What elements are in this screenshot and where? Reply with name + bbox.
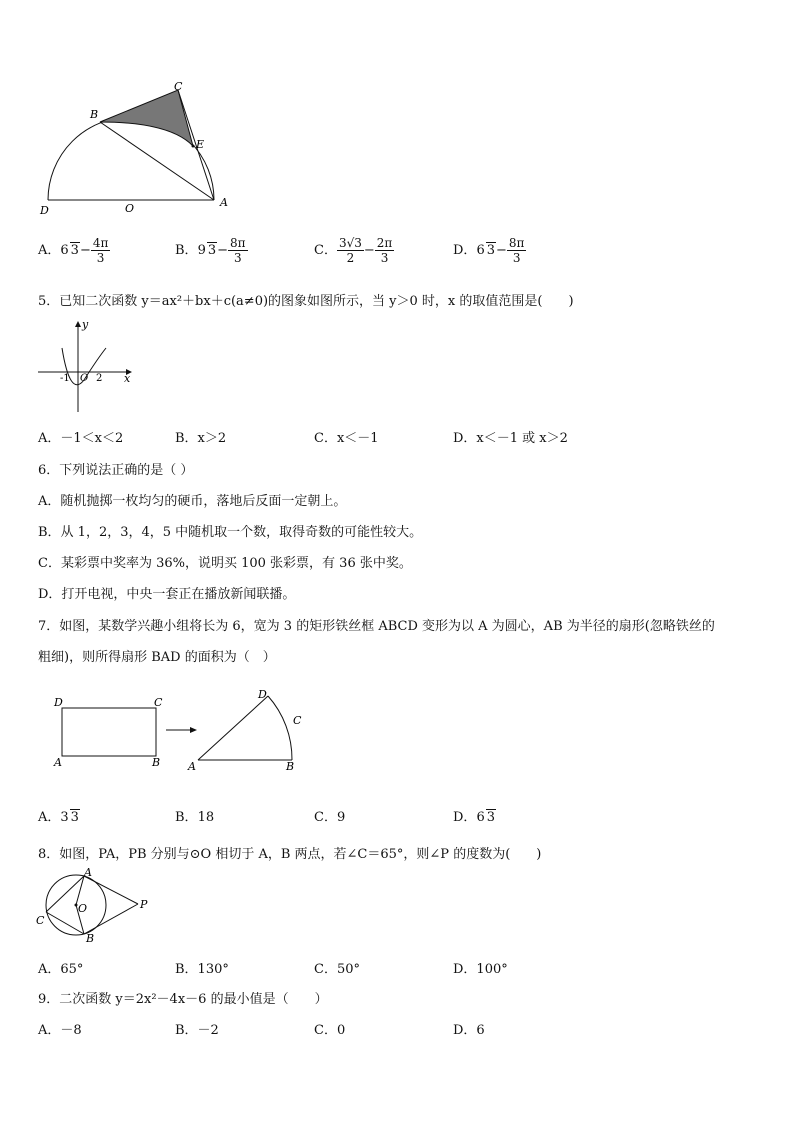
- q7-option-b: B．18: [175, 810, 215, 825]
- q8-option-b: B．130°: [175, 962, 229, 977]
- q6-option-a: A．随机抛掷一枚均匀的硬币，落地后反面一定朝上。: [38, 494, 347, 509]
- q8-option-c: C．50°: [314, 962, 360, 977]
- q9-option-d: D．6: [453, 1023, 485, 1038]
- q6-option-b: B．从 1，2，3，4，5 中随机取一个数，取得奇数的可能性较大。: [38, 525, 423, 540]
- q4-option-d: D．6 3− $\frac{8\pi}{3}$: [453, 236, 525, 265]
- q4-label-d: D: [40, 204, 49, 217]
- q6-option-c: C．某彩票中奖率为 36%，说明买 100 张彩票，有 36 张中奖。: [38, 556, 412, 571]
- q8-figure: [34, 868, 154, 944]
- q5-option-d: D．x＜－1 或 x＞2: [453, 431, 568, 446]
- q7-sector-label-c: C: [293, 714, 302, 727]
- q6-stem: 6．下列说法正确的是（ ）: [38, 463, 194, 478]
- q7-stem-line2: 粗细)，则所得扇形 BAD 的面积为（ ）: [38, 650, 276, 665]
- q4-option-c: C． $\frac{3√3}{2}$ − $\frac{2\pi}{3}$: [314, 236, 393, 265]
- q6-option-d: D．打开电视，中央一套正在播放新闻联播。: [38, 587, 296, 602]
- q7-sector-label-a: A: [188, 760, 196, 773]
- q5-label-origin: O: [80, 373, 89, 384]
- q7-rect-label-a: A: [54, 756, 62, 769]
- q4-label-o: O: [125, 202, 135, 215]
- q4-option-b: B．9 3− $\frac{8\pi}{3}$: [175, 236, 246, 265]
- q4-label-a: A: [220, 196, 228, 209]
- q8-label-a: A: [84, 868, 92, 879]
- q7-rect-label-b: B: [152, 756, 161, 769]
- q7-sector-label-b: B: [286, 760, 295, 773]
- q7-sector-label-d: D: [258, 688, 267, 701]
- q4-label-c: C: [174, 80, 183, 93]
- q8-label-b: B: [86, 932, 95, 944]
- q5-option-a: A．－1＜x＜2: [38, 431, 124, 446]
- q4-label-b: B: [90, 108, 99, 121]
- q8-stem: 8．如图，PA，PB 分别与⊙O 相切于 A，B 两点，若∠C＝65°，则∠P 的度数为( ): [38, 847, 542, 862]
- q7-rect-label-d: D: [54, 696, 63, 709]
- q7-option-c: C．9: [314, 810, 346, 825]
- q5-option-c: C．x＜－1: [314, 431, 379, 446]
- q5-graph: [36, 318, 136, 414]
- q8-option-a: A．65°: [38, 962, 84, 977]
- q8-label-c: C: [36, 914, 45, 927]
- q5-label-x: x: [124, 372, 131, 385]
- q4-option-a: A．6 3− $\frac{4\pi}{3}$: [38, 236, 109, 265]
- q4-label-e: E: [196, 138, 205, 151]
- q8-label-p: P: [140, 898, 148, 911]
- q5-label-two: 2: [96, 373, 103, 384]
- q5-label-y: y: [82, 318, 89, 331]
- q7-figure: [44, 684, 314, 776]
- q7-rect-label-c: C: [154, 696, 163, 709]
- q9-option-a: A．－8: [38, 1023, 82, 1038]
- q9-option-b: B．－2: [175, 1023, 219, 1038]
- q5-stem: 5．已知二次函数 y＝ax²＋bx＋c(a≠0)的图象如图所示，当 y＞0 时，x 的取值范围是( ): [38, 294, 574, 309]
- q8-label-o: O: [78, 902, 88, 915]
- q4-figure: [30, 78, 250, 218]
- q5-option-b: B．x＞2: [175, 431, 227, 446]
- q7-option-d: D．6 3: [453, 810, 495, 825]
- q9-stem: 9．二次函数 y＝2x²－4x－6 的最小值是（ ）: [38, 992, 328, 1007]
- q5-label-minus1: -1: [60, 373, 70, 384]
- q9-option-c: C．0: [314, 1023, 346, 1038]
- q7-stem-line1: 7．如图，某数学兴趣小组将长为 6，宽为 3 的矩形铁丝框 ABCD 变形为以 A 为圆心，AB 为半径的扇形(忽略铁丝的: [38, 619, 715, 634]
- q7-option-a: A．3 3: [38, 810, 79, 825]
- q8-option-d: D．100°: [453, 962, 508, 977]
